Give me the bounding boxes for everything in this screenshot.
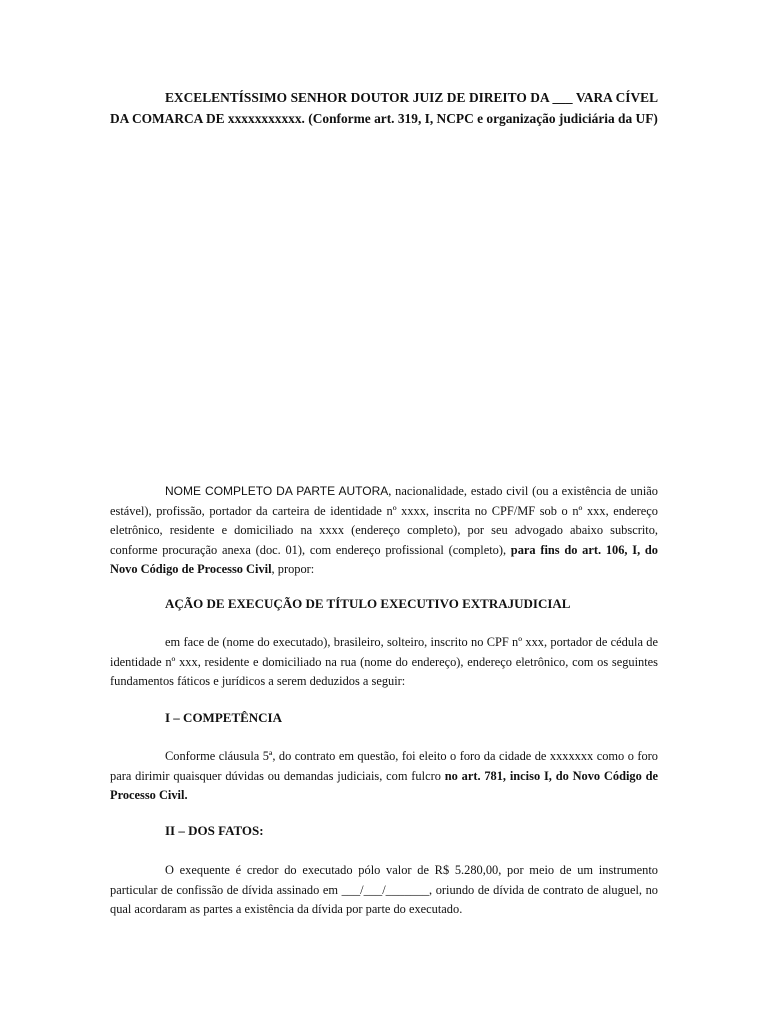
section-facts-title: II – DOS FATOS: [165, 823, 264, 838]
plaintiff-name: NOME COMPLETO DA PARTE AUTORA [165, 484, 389, 498]
competence-legal-reference: no art. 781, inciso I, do Novo Código de Processo Civil. [110, 768, 659, 803]
qualification-paragraph [110, 482, 658, 580]
qualification-text: , nacionalidade, estado civil (ou a existência de união estável), profissão, portador da carteira de identidade nº xxxx, inscrita no CPF/MF sob o nº xxx, endereço eletrônico, residente e domiciliado na xxxx (endereço completo), por seu advogado abaixo subscrito, conforme procuração anexa (doc. 01), com endereço profissional (completo), [110, 484, 658, 557]
qualification-tail: , propor: [271, 562, 315, 577]
competence-text: Conforme cláusula 5ª, do contrato em questão, foi eleito o foro da cidade de xxxxxxx como o foro para dirimir quaisquer dúvidas ou demandas judiciais, com fulcro [110, 749, 658, 783]
action-title: AÇÃO DE EXECUÇÃO DE TÍTULO EXECUTIVO EXTRAJUDICIAL [165, 596, 571, 611]
defendant-paragraph: em face de (nome do executado), brasileiro, solteiro, inscrito no CPF nº xxx, portador de cédula de identidade nº xxx, residente e domiciliado na rua (nome do endereço), endereço eletrônico, com os seguintes fundamentos fáticos e jurídicos a serem deduzidos a seguir: [110, 635, 658, 689]
qualification-legal-reference: para fins do art. 106, I, do Novo Código de Processo Civil [110, 542, 658, 577]
facts-paragraph: O exequente é credor do executado pólo valor de R$ 5.280,00, por meio de um instrumento particular de confissão de dívida assinado em ___/___/_______, oriundo de dívida de contrato de aluguel, no qual acordaram as partes a existência da dívida por parte do executado. [110, 863, 658, 917]
court-address-header: EXCELENTÍSSIMO SENHOR DOUTOR JUIZ DE DIREITO DA ___ VARA CÍVEL DA COMARCA DE xxxxxxxxxxx. (Conforme art. 319, I, NCPC e organização judiciária da UF) [110, 90, 658, 126]
competence-paragraph [110, 747, 658, 806]
section-competence-title: I – COMPETÊNCIA [165, 710, 283, 725]
